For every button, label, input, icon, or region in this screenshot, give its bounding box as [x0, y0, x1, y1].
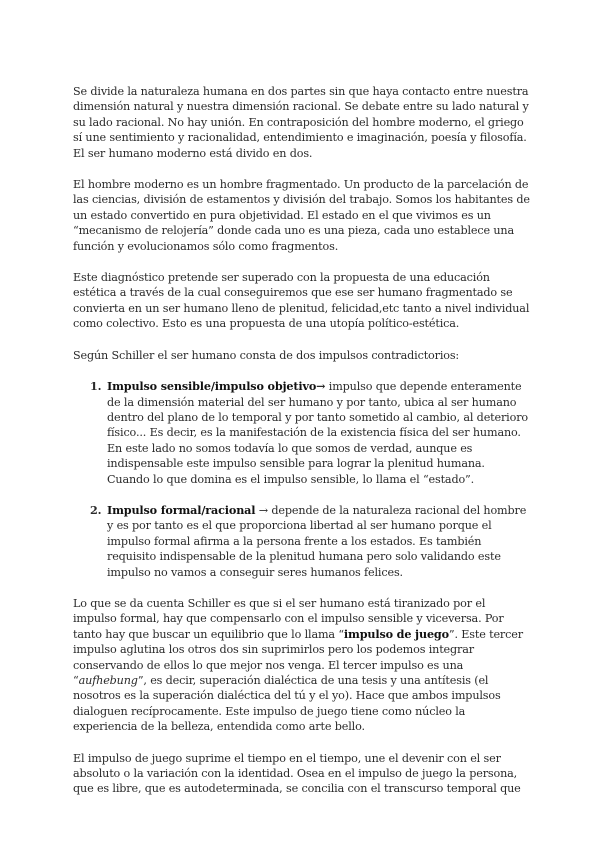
list-item-number: 1.	[90, 379, 102, 394]
paragraph-1: Se divide la naturaleza humana en dos partes sin que haya contacto entre nuestra dimensión natural y nuestra dimensión racional. Se debate entre su lado natural y su lado racional. No hay unión. En contraposición del hombre moderno, el griego sí une sentimiento y racionalidad, entendimiento e imaginación, poesía y filosofía. El ser humano moderno está divido en dos.	[73, 85, 529, 160]
list-item-term: Impulso formal/racional	[107, 502, 256, 517]
arrow-right-icon: →	[316, 379, 326, 394]
paragraph-4: Según Schiller el ser humano consta de dos impulsos contradictorios:	[73, 348, 460, 362]
arrow-right-icon: →	[255, 503, 269, 517]
list-item-number: 2.	[90, 502, 102, 517]
impulses-list	[73, 379, 530, 580]
aufhebung-term: aufhebung	[78, 674, 138, 687]
list-item-text: depende de la naturaleza racional del hombre y es por tanto es el que proporciona libertad al ser humano porque el impulso formal afirma a la persona frente a los estados. Es también requisito indispensable de la plenitud humana pero solo validando este impulso no vamos a conseguir seres humanos felices.	[107, 503, 527, 579]
list-item-term: Impulso sensible/impulso objetivo	[107, 379, 317, 394]
paragraph-5-text: ”. Este tercer impulso aglutina los otros dos sin suprimirlos pero los podemos integrar conservando de ellos lo que mejor nos venga. El tercer impulso es una “	[73, 627, 523, 687]
paragraph-6: El impulso de juego suprime el tiempo en el tiempo, une el devenir con el ser absoluto o la variación con la identidad. Osea en el impulso de juego la persona, que es libre, que es autodeterminada, se concilia con el transcurso temporal que	[73, 751, 521, 796]
paragraph-2: El hombre moderno es un hombre fragmentado. Un producto de la parcelación de las ciencias, división de estamentos y división del trabajo. Somos los habitantes de un estado convertido en pura objetividad. El estado en el que vivimos es un “mecanismo de relojería” donde cada uno es una pieza, cada uno establece una función y evolucionamos sólo como fragmentos.	[73, 178, 530, 253]
paragraph-3: Este diagnóstico pretende ser superado con la propuesta de una educación estética a través de la cual conseguiremos que ese ser humano fragmentado se convierta en un ser humano lleno de plenitud, felicidad,etc tanto a nivel individual como colectivo. Esto es una propuesta de una utopía político-estética.	[73, 271, 530, 331]
paragraph-5-text: Lo que se da cuenta Schiller es que si el ser humano está tiranizado por el impulso formal, hay que compensarlo con el impulso sensible y viceversa. Por tanto hay que buscar un equilibrio que lo llama “	[73, 596, 504, 641]
list-item	[73, 503, 530, 580]
impulso-de-juego-term: impulso de juego	[343, 626, 449, 641]
list-item-text: impulso que depende enteramente de la dimensión material del ser humano y por tanto, ubica al ser humano dentro del plano de lo temporal y por tanto sometido al cambio, al deterioro físico... Es decir, es la manifestación de la existencia física del ser humano. En este lado no somos todavía lo que somos de verdad, aunque es indispensable este impulso sensible para lograr la plenitud humana. Cuando lo que domina es el impulso sensible, lo llama el “estado”.	[107, 380, 528, 486]
paragraph-5-text: ”, es decir, superación dialéctica de una tesis y una antítesis (el nosotros es la superación dialéctica del tú y el yo). Hace que ambos impulsos dialoguen recíprocamente. Este impulso de juego tiene como núcleo la experiencia de la belleza, entendida como arte bello.	[73, 674, 501, 734]
list-item	[73, 379, 530, 487]
paragraph-5	[73, 596, 530, 735]
